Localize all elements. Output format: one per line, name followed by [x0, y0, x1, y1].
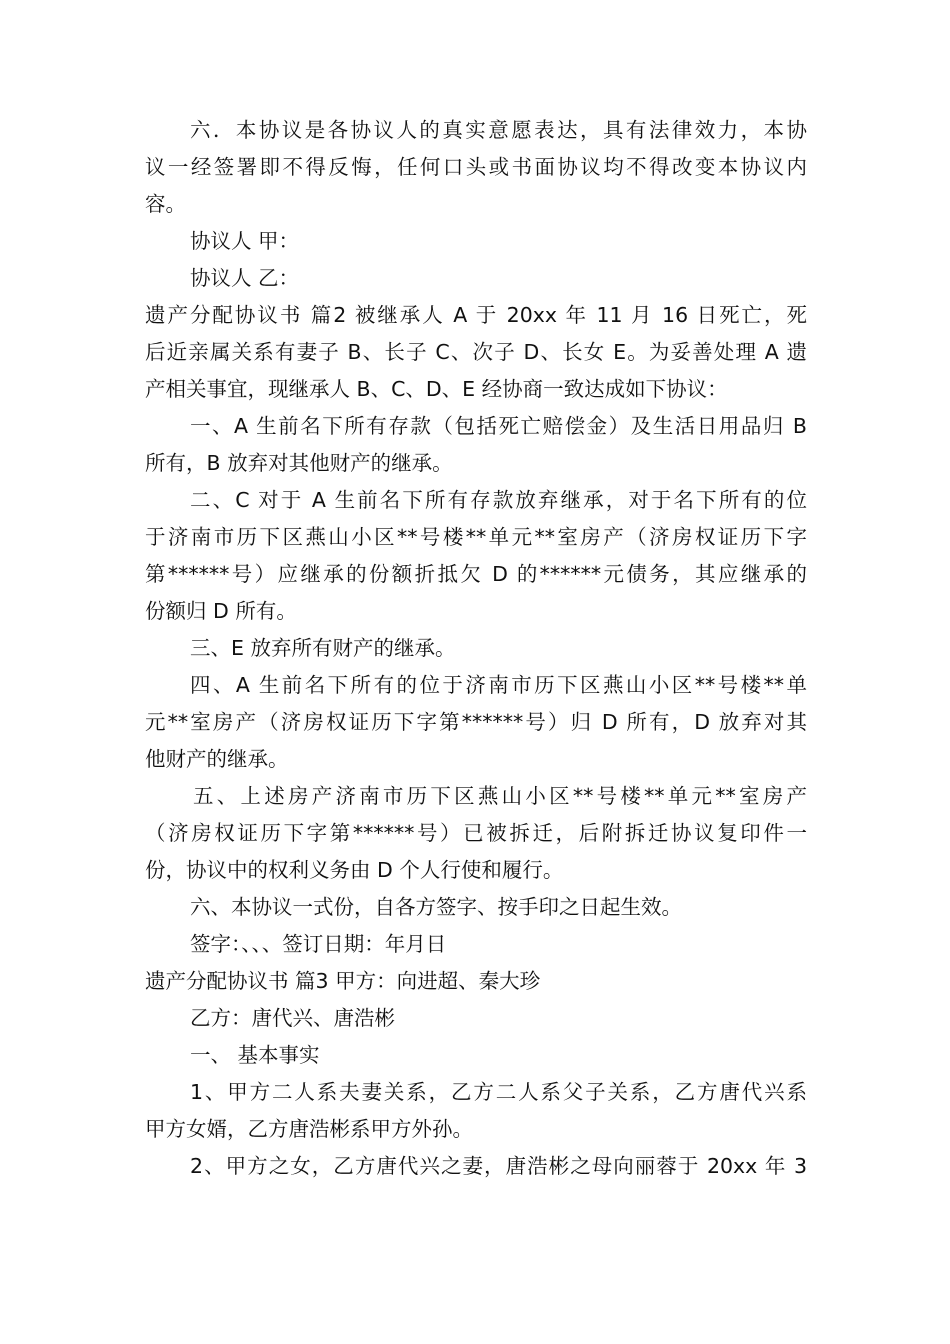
- text-line: 于济南市历下区燕山小区**号楼**单元**室房产（济房权证历下字: [145, 525, 807, 549]
- text-line: 协议人 乙：: [190, 266, 300, 290]
- text-line: 2、甲方之女，乙方唐代兴之妻，唐浩彬之母向丽蓉于 20xx 年 3: [190, 1154, 807, 1178]
- text-line: 份额归 D 所有。: [145, 599, 297, 623]
- text-line: 所有，B 放弃对其他财产的继承。: [145, 451, 453, 475]
- text-line: 六．本协议是各协议人的真实意愿表达，具有法律效力，本协: [190, 118, 807, 142]
- text-line: 容。: [145, 192, 186, 216]
- text-line: 遗产分配协议书 篇2 被继承人 A 于 20xx 年 11 月 16 日死亡，死: [145, 303, 807, 327]
- text-line: 一、 基本事实: [190, 1043, 320, 1067]
- document-page: [145, 112, 807, 1185]
- text-line: 甲方女婿，乙方唐浩彬系甲方外孙。: [145, 1117, 473, 1141]
- text-line: 遗产分配协议书 篇3 甲方：向进超、秦大珍: [145, 969, 541, 993]
- text-line: 元**室房产（济房权证历下字第******号）归 D 所有，D 放弃对其: [145, 710, 807, 734]
- text-line: 一、A 生前名下所有存款（包括死亡赔偿金）及生活日用品归 B: [190, 414, 807, 438]
- text-line: 后近亲属关系有妻子 B、长子 C、次子 D、长女 E。为妥善处理 A 遗: [145, 340, 807, 364]
- text-line: 四、A 生前名下所有的位于济南市历下区燕山小区**号楼**单: [190, 673, 807, 697]
- text-line: 他财产的继承。: [145, 747, 289, 771]
- text-line: 议一经签署即不得反悔，任何口头或书面协议均不得改变本协议内: [145, 155, 807, 179]
- text-line: （济房权证历下字第******号）已被拆迁，后附拆迁协议复印件一: [145, 821, 807, 845]
- text-line: 乙方：唐代兴、唐浩彬: [190, 1006, 395, 1030]
- text-line: 协议人 甲：: [190, 229, 300, 253]
- text-line: 三、E 放弃所有财产的继承。: [190, 636, 456, 660]
- text-line: 五、上述房产济南市历下区燕山小区**号楼**单元**室房产: [193, 784, 807, 808]
- text-line: 二、C 对于 A 生前名下所有存款放弃继承，对于名下所有的位: [190, 488, 807, 512]
- text-line: 第******号）应继承的份额折抵欠 D 的******元债务，其应继承的: [145, 562, 807, 586]
- text-line: 签字：、、、签订日期：年月日: [190, 932, 447, 956]
- text-line: 产相关事宜，现继承人 B、C、D、E 经协商一致达成如下协议：: [145, 377, 728, 401]
- text-line: 份，协议中的权利义务由 D 个人行使和履行。: [145, 858, 564, 882]
- text-line: 六、本协议一式份，自各方签字、按手印之日起生效。: [190, 895, 682, 919]
- text-line: 1、甲方二人系夫妻关系，乙方二人系父子关系，乙方唐代兴系: [190, 1080, 807, 1104]
